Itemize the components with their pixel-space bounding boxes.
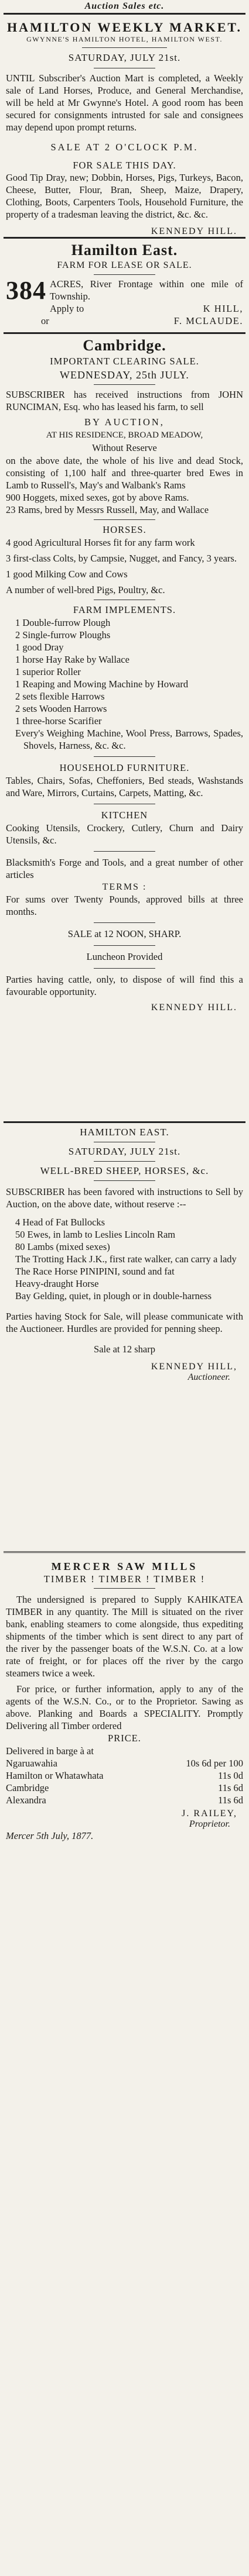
divider [94, 922, 155, 923]
divider [94, 519, 155, 520]
ad-subtitle: TIMBER ! TIMBER ! TIMBER ! [43, 1573, 206, 1585]
price-heading: PRICE. [108, 1733, 141, 1744]
sale-time: SALE at 12 NOON, SHARP. [67, 928, 182, 939]
auctioneer-role: Auctioneer. [187, 1372, 230, 1382]
price-row [6, 1794, 243, 1806]
divider [94, 1588, 155, 1589]
list-item: 4 Head of Fat Bullocks [15, 1217, 105, 1228]
agent-2: F. MCLAUDE. [173, 315, 243, 326]
proprietor: J. RAILEY, [182, 1809, 237, 1819]
divider [94, 274, 155, 275]
price-value: 11s 0d [218, 1770, 243, 1781]
list-item: 2 Single-furrow Ploughs [15, 629, 111, 640]
at-residence: AT HIS RESIDENCE, BROAD MEADOW, [46, 431, 203, 440]
ad-intro: SUBSCRIBER has been favored with instructions to Sell by Auction, on the above date, without reserve :-- [6, 1186, 243, 1210]
list-item: 1 Double-furrow Plough [15, 617, 111, 628]
ad-title: Cambridge. [83, 337, 166, 354]
sale-time: Sale at 12 sharp [94, 1344, 155, 1355]
stock-list [6, 1216, 243, 1302]
apply-label: Apply to [50, 303, 84, 314]
ad-location: GWYNNE'S HAMILTON HOTEL, HAMILTON WEST. [26, 35, 223, 43]
ad-title: HAMILTON WEEKLY MARKET. [7, 20, 242, 35]
terms: For sums over Twenty Pounds, approved bills at three months. [6, 894, 243, 917]
implements-heading: FARM IMPLEMENTS. [73, 604, 176, 615]
price-row [6, 1782, 243, 1794]
price-place: Ngaruawahia [6, 1758, 57, 1769]
divider [82, 47, 167, 48]
or-label: or [41, 315, 49, 326]
blacksmith: Blacksmith's Forge and Tools, and a great number of other articles [6, 857, 243, 880]
divider [94, 384, 155, 385]
kitchen: Cooking Utensils, Crockery, Cutlery, Churn and Dairy Utensils, &c. [6, 822, 243, 846]
pigs: A number of well-bred Pigs, Poultry, &c. [6, 584, 165, 595]
divider [94, 945, 155, 946]
price-row [6, 1757, 243, 1769]
divider [4, 13, 245, 15]
list-item: 1 three-horse Scarifier [15, 715, 102, 726]
dateline: Mercer 5th July, 1877. [6, 1830, 94, 1841]
divider [94, 756, 155, 757]
price-value: 10s 6d per 100 [186, 1758, 243, 1769]
for-sale-heading: FOR SALE THIS DAY. [73, 160, 176, 171]
ad-date: WEDNESDAY, 25th JULY. [60, 369, 189, 381]
luncheon: Luncheon Provided [86, 951, 163, 962]
acres-number: 384 [6, 278, 46, 305]
horses-heading: HORSES. [103, 524, 146, 535]
list-item: Bay Gelding, quiet, in plough or in double-harness [15, 1290, 212, 1301]
list-item: 2 sets flexible Harrows [15, 691, 105, 702]
delivered: Delivered in barge à at [6, 1745, 94, 1757]
divider [4, 1121, 245, 1123]
rams: 23 Rams, bred by Messrs Russell, May, and Wallace [6, 504, 209, 515]
list-item: Every's Weighing Machine, Wool Press, Barrows, Spades, Shovels, Harness, &c. &c. [15, 728, 243, 751]
list-item: 1 superior Roller [15, 666, 81, 677]
acres-block [6, 278, 243, 327]
kitchen-heading: KITCHEN [101, 810, 148, 821]
divider [4, 237, 245, 239]
ad-date: SATURDAY, JULY 21st. [68, 52, 181, 63]
ad-body: UNTIL Subscriber's Auction Mart is completed, a Weekly sale of Land Horses, Produce, and General Merchandise, will be held at Mr Gwynne's Hotel. A good room has been secured for consignments intrusted for sale and consignees may depend upon prompt returns. [6, 73, 243, 133]
price-note: For price, or further information, apply to any of the agents of the W.S.N. Co., or to the Proprietor. Sawing as above. Planking and Boards a SPECIALITY. Promptly Delivering all Timber ordered [6, 1683, 243, 1731]
list-item: 1 good Dray [15, 642, 64, 653]
list-item: Heavy-draught Horse [15, 1278, 99, 1289]
hoggets: 900 Hoggets, mixed sexes, got by above Rams. [6, 492, 189, 503]
ad-intro: SUBSCRIBER has received instructions from JOHN RUNCIMAN, Esq. who has leased his farm, to sell [6, 389, 243, 412]
divider [94, 968, 155, 969]
ad-date: SATURDAY, JULY 21st. [68, 1146, 181, 1157]
divider [4, 1551, 245, 1553]
cow: 1 good Milking Cow and Cows [6, 569, 128, 580]
list-item: The Trotting Hack J.K., first rate walker, can carry a lady [15, 1253, 237, 1265]
divider [94, 851, 155, 852]
list-item: 50 Ewes, in lamb to Leslies Lincoln Ram [15, 1229, 176, 1240]
price-value: 11s 6d [218, 1795, 243, 1806]
ad-subtitle: IMPORTANT CLEARING SALE. [50, 356, 199, 367]
sale-time: SALE AT 2 O'CLOCK P.M. [50, 142, 199, 153]
list-item: The Race Horse PINIPINI, sound and fat [15, 1266, 175, 1277]
apply-line [6, 315, 243, 327]
by-auction: BY AUCTION, [84, 416, 165, 428]
terms-heading: TERMS : [102, 882, 147, 892]
ad-subtitle: FARM FOR LEASE OR SALE. [57, 260, 192, 270]
list-item: 80 Lambs (mixed sexes) [15, 1241, 110, 1252]
ad-hamilton-weekly-market [0, 20, 249, 236]
stock-note: Parties having Stock for Sale, will please communicate with the Auctioneer. Hurdles are provided for penning sheep. [6, 1311, 243, 1334]
ad-cambridge-clearing-sale [0, 336, 249, 1120]
proprietor-role: Proprietor. [189, 1819, 230, 1829]
ad-subtitle: WELL-BRED SHEEP, HORSES, &c. [40, 1165, 209, 1176]
without-reserve: Without Reserve [92, 442, 157, 453]
ad-title: HAMILTON EAST. [80, 1127, 169, 1138]
divider [94, 1161, 155, 1162]
auctioneer: KENNEDY HILL. [151, 226, 237, 236]
section-header: Auction Sales etc. [84, 1, 165, 11]
price-value: 11s 6d [218, 1782, 243, 1793]
ad-title: Hamilton East. [71, 242, 178, 259]
price-place: Alexandra [6, 1795, 46, 1806]
furniture: Tables, Chairs, Sofas, Cheffoniers, Bed steads, Washstands and Ware, Mirrors, Curtains, Carpets, Matting, &c. [6, 775, 243, 798]
list-item: 1 Reaping and Mowing Machine by Howard [15, 679, 189, 690]
list-item: 2 sets Wooden Harrows [15, 703, 107, 714]
price-row [6, 1769, 243, 1782]
cattle-note: Parties having cattle, only, to dispose of will find this a favourable opportunity. [6, 974, 243, 997]
agent-1: K HILL, [203, 303, 243, 314]
divider [94, 1180, 155, 1181]
auctioneer: KENNEDY HILL. [151, 1003, 237, 1013]
for-sale-body: Good Tip Dray, new; Dobbin, Horses, Pigs, Turkeys, Bacon, Cheese, Butter, Flour, Bran, Sheep, Maize, Drapery, Clothing, Boots, Carpenters Tools, Household Furniture, the property of a tradesman leaving the district, &c. &c. [6, 172, 243, 220]
ad-hamilton-east-sheep [0, 1125, 249, 1551]
horses: 4 good Agricultural Horses fit for any farm work [6, 537, 195, 548]
price-place: Cambridge [6, 1782, 49, 1793]
livestock: on the above date, the whole of his live and dead Stock, consisting of 1,100 half and three-quarter bred Ewes in Lamb to Russell's, May's and Walbank's Rams [6, 455, 243, 491]
price-place: Hamilton or Whatawhata [6, 1770, 104, 1781]
list-item: 1 horse Hay Rake by Wallace [15, 654, 129, 665]
ad-intro: The undersigned is prepared to Supply KAHIKATEA TIMBER in any quantity. The Mill is situated on the river bank, enabling steamers to come alongside, thus expediting shipments of the timber which is sent direct to any part of the river by the passenger boats of the W.S.N. Co. at a low rate of freight, or for places off the river by the cargo steamers twice a week. [6, 1594, 243, 1679]
apply-line [50, 302, 243, 315]
acres-text: ACRES, River Frontage within one mile of Township. [50, 278, 243, 302]
ad-title: MERCER SAW MILLS [51, 1561, 198, 1572]
auctioneer: KENNEDY HILL, [151, 1362, 237, 1372]
furniture-heading: HOUSEHOLD FURNITURE. [59, 762, 190, 773]
implements-list [6, 617, 243, 752]
ad-hamilton-east-farm [0, 241, 249, 331]
divider [4, 332, 245, 334]
colts: 3 first-class Colts, by Campsie, Nugget, and Fancy, 3 years. [6, 553, 237, 564]
ad-mercer-saw-mills [0, 1560, 249, 2426]
